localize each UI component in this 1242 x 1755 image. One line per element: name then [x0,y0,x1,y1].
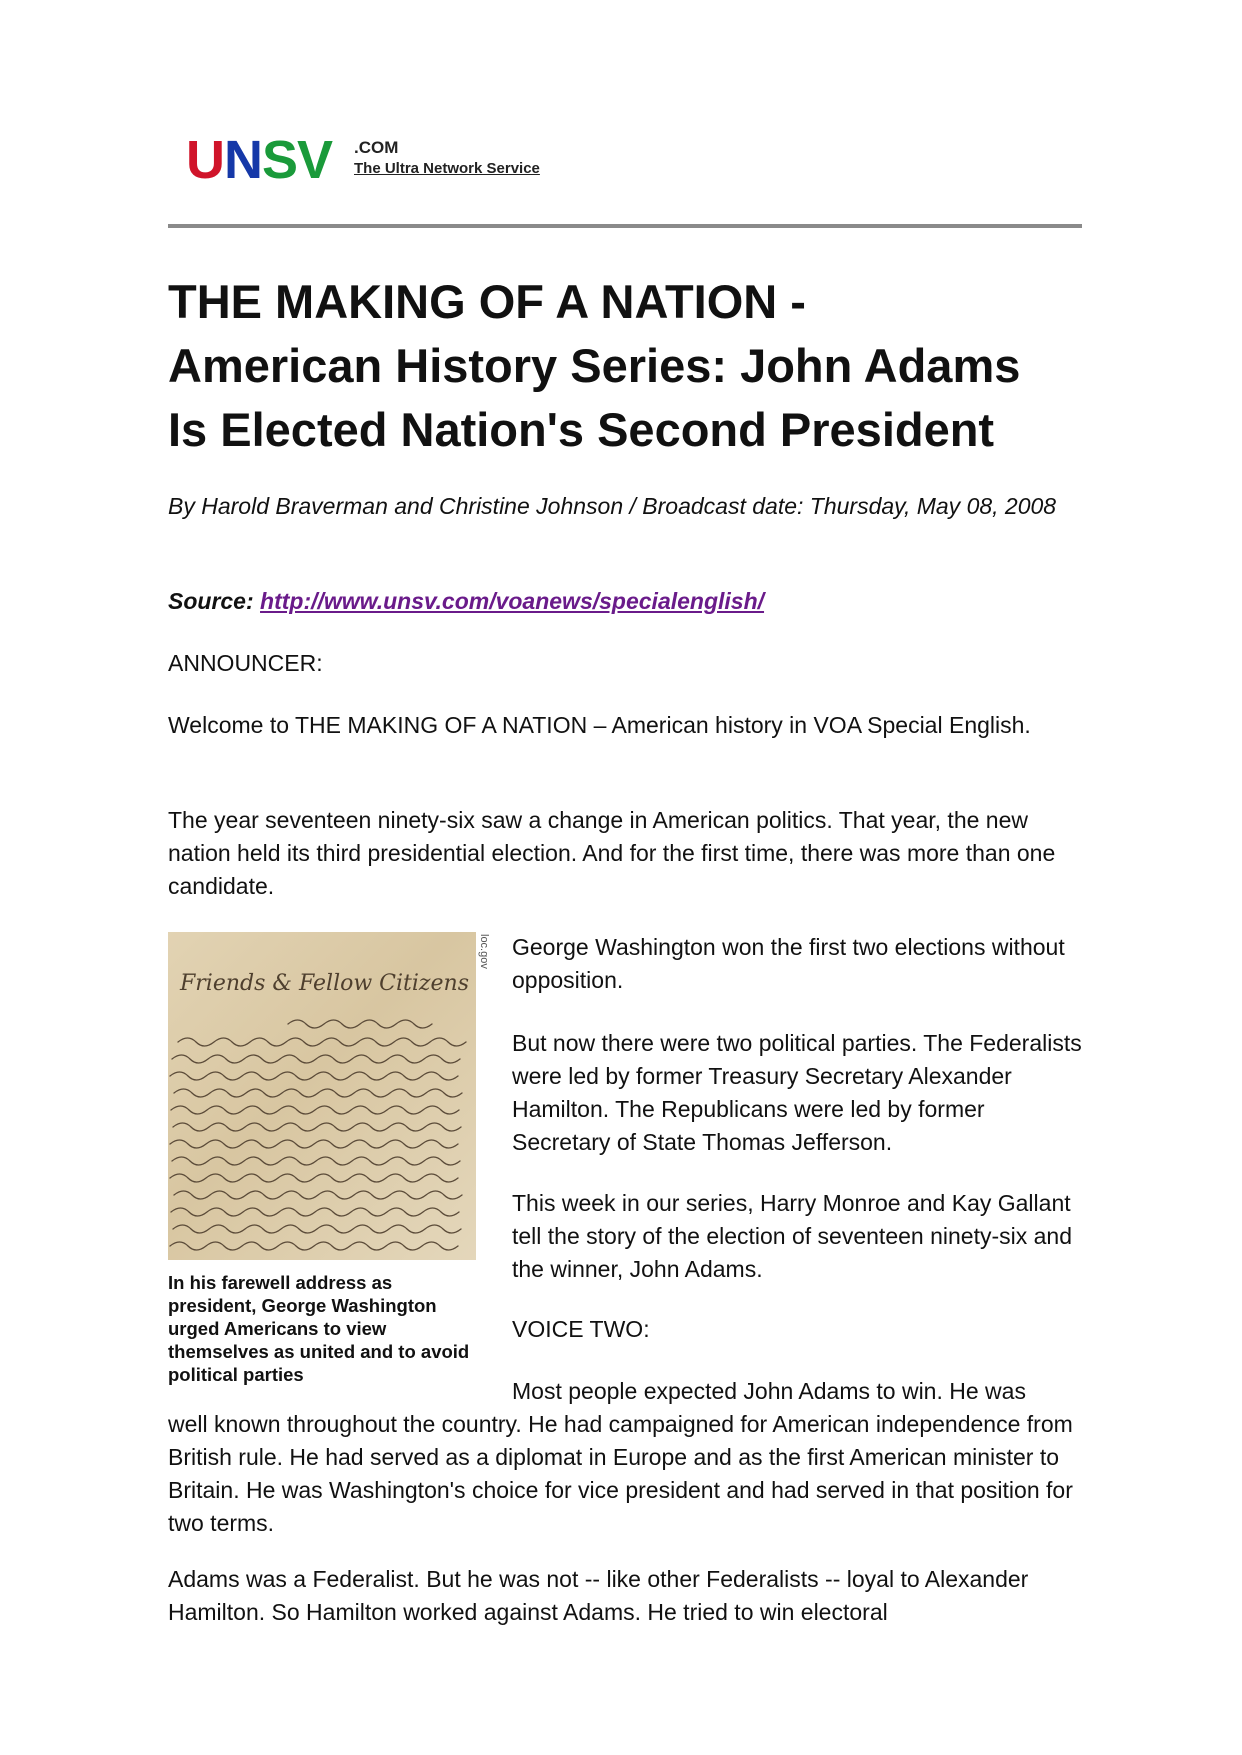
title-line: Is Elected Nation's Second President [168,403,995,456]
logo-wordmark [186,130,333,190]
farewell-address-image [168,932,476,1260]
source-link[interactable]: http://www.unsv.com/voanews/specialenglish/ [260,588,765,614]
paragraph-washington: George Washington won the first two elections without opposition. [512,934,1065,993]
header-divider [168,224,1082,228]
logo-letter-v: V [297,130,333,190]
announcer-label: ANNOUNCER: [168,650,323,676]
logo-letter-s: S [262,130,298,190]
logo-tagline: The Ultra Network Service [354,160,540,177]
image-caption: In his farewell address as president, George Washington urged Americans to view themselves as united and to avoid political parties [168,1272,470,1385]
paragraph-1796-election: The year seventeen ninety-six saw a change in American politics. That year, the new nation held its third presidential election. And for the first time, there was more than one candidate. [168,807,1056,899]
handwriting-manuscript [168,932,476,1260]
title-line: American History Series: John Adams [168,339,1021,392]
paragraph-series: This week in our series, Harry Monroe and Kay Gallant tell the story of the election of seventeen ninety-six and the winner, John Adams. [512,1190,1072,1282]
title-line: THE MAKING OF A NATION - [168,275,806,328]
voice-two-label: VOICE TWO: [512,1316,650,1342]
paragraph-expected-rest: well known throughout the country. He had campaigned for American independence from British rule. He had served as a diplomat in Europe and as the first American minister to Britain. He was Washington's choice for vice president and had served in that position for two terms. [168,1411,1073,1536]
unsv-logo[interactable] [186,130,586,190]
handwriting-heading: Friends & Fellow Citizens [180,971,469,996]
welcome-paragraph: Welcome to THE MAKING OF A NATION – American history in VOA Special English. [168,712,1031,738]
logo-letter-u: U [186,130,224,190]
source-label: Source: [168,588,254,614]
byline: By Harold Braverman and Christine Johnson / Broadcast date: Thursday, May 08, 2008 [168,493,1057,519]
logo-com: .COM [354,138,399,157]
logo-letter-n: N [224,130,262,190]
source-line [168,585,1082,618]
paragraph-parties: But now there were two political parties. The Federalists were led by former Treasury Secretary Alexander Hamilton. The Republicans were led by former Secretary of State Thomas Jefferson. [512,1030,1082,1155]
article-title [168,270,1082,462]
paragraph-expected-start: Most people expected John Adams to win. He was [512,1378,1026,1404]
paragraph-federalist: Adams was a Federalist. But he was not -- like other Federalists -- loyal to Alexander Hamilton. So Hamilton worked against Adams. He tried to win electoral [168,1566,1029,1625]
image-credit: loc.gov [478,934,490,969]
